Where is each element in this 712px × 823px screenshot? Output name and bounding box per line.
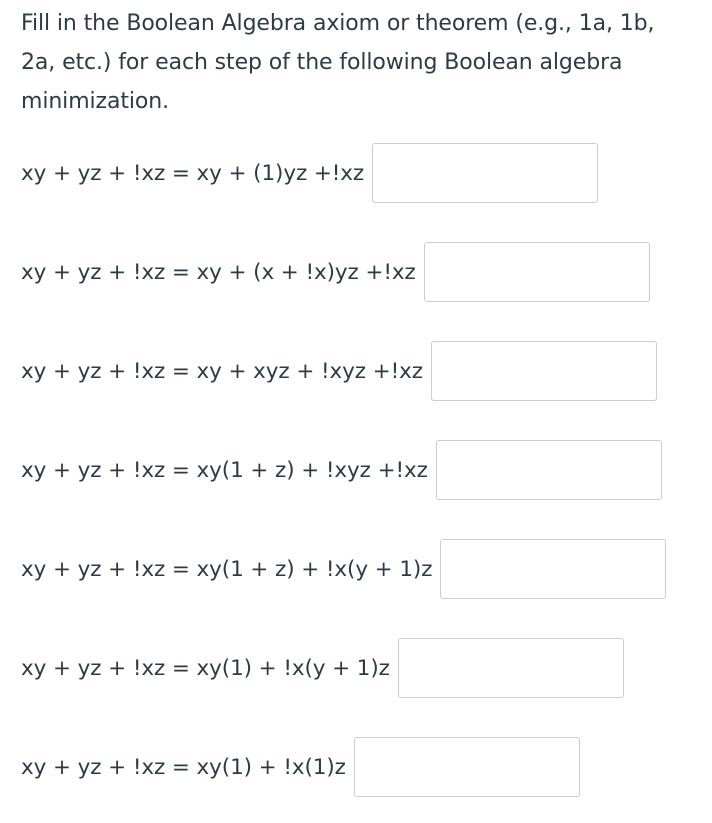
step-row: [21, 736, 580, 798]
step-answer-input[interactable]: [436, 440, 662, 500]
step-answer-input[interactable]: [431, 341, 657, 401]
step-row: [21, 538, 666, 600]
step-answer-input[interactable]: [398, 638, 624, 698]
question-prompt: Fill in the Boolean Algebra axiom or theorem (e.g., 1a, 1b, 2a, etc.) for each step of the following Boolean algebra minimization.: [21, 11, 655, 114]
step-row: [21, 439, 662, 501]
step-equation: xy + yz + !xz = xy(1) + !x(1)z: [21, 754, 346, 780]
step-answer-input[interactable]: [424, 242, 650, 302]
step-equation: xy + yz + !xz = xy(1 + z) + !xyz +!xz: [21, 457, 428, 483]
step-equation: xy + yz + !xz = xy + (x + !x)yz +!xz: [21, 259, 416, 285]
step-row: [21, 637, 624, 699]
step-answer-input[interactable]: [354, 737, 580, 797]
step-answer-input[interactable]: [372, 143, 598, 203]
step-equation: xy + yz + !xz = xy + (1)yz +!xz: [21, 160, 365, 186]
step-row: [21, 340, 657, 402]
step-answer-input[interactable]: [440, 539, 666, 599]
step-row: [21, 241, 650, 303]
step-equation: xy + yz + !xz = xy(1 + z) + !x(y + 1)z: [21, 556, 433, 582]
step-row: [21, 142, 598, 204]
step-equation: xy + yz + !xz = xy(1) + !x(y + 1)z: [21, 655, 390, 681]
step-equation: xy + yz + !xz = xy + xyz + !xyz +!xz: [21, 358, 423, 384]
